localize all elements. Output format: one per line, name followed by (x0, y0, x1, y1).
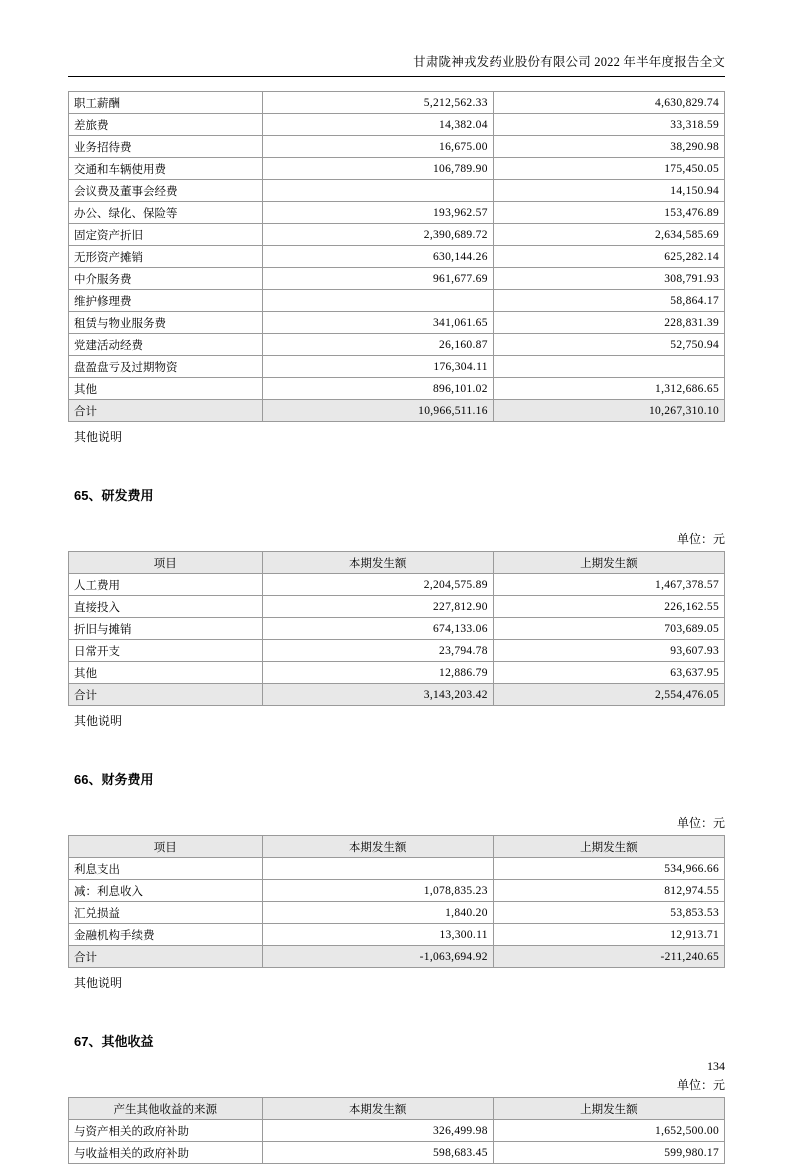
header-current: 本期发生额 (262, 836, 493, 858)
row-item: 人工费用 (69, 574, 263, 596)
row-current: 5,212,562.33 (262, 92, 493, 114)
row-current: 16,675.00 (262, 136, 493, 158)
row-item: 业务招待费 (69, 136, 263, 158)
table-row (69, 114, 725, 136)
header-title: 甘肃陇神戎发药业股份有限公司 2022 年半年度报告全文 (413, 55, 725, 69)
table-row (69, 880, 725, 902)
row-current: 2,204,575.89 (262, 574, 493, 596)
table-row (69, 378, 725, 400)
row-item: 交通和车辆使用费 (69, 158, 263, 180)
row-item: 其他 (69, 378, 263, 400)
unit-label-67: 单位：元 (676, 1078, 725, 1092)
row-item: 办公、绿化、保险等 (69, 202, 263, 224)
table-row (69, 246, 725, 268)
unit-label-65: 单位：元 (676, 532, 725, 546)
table-row (69, 1142, 725, 1164)
row-previous: 625,282.14 (493, 246, 724, 268)
section-67-title: 67、其他收益 (74, 1034, 154, 1049)
table-row (69, 662, 725, 684)
row-previous: 58,864.17 (493, 290, 724, 312)
row-current: 13,300.11 (262, 924, 493, 946)
row-item: 租赁与物业服务费 (69, 312, 263, 334)
table-row (69, 268, 725, 290)
row-previous: 10,267,310.10 (493, 400, 724, 422)
table-row (69, 574, 725, 596)
table-row (69, 924, 725, 946)
row-current: 14,382.04 (262, 114, 493, 136)
row-current (262, 290, 493, 312)
row-item: 无形资产摊销 (69, 246, 263, 268)
row-previous: -211,240.65 (493, 946, 724, 968)
row-item: 合计 (69, 684, 263, 706)
table-row (69, 136, 725, 158)
row-current: 341,061.65 (262, 312, 493, 334)
table-row (69, 858, 725, 880)
row-previous: 53,853.53 (493, 902, 724, 924)
row-item: 固定资产折旧 (69, 224, 263, 246)
row-previous: 1,312,686.65 (493, 378, 724, 400)
table-row (69, 356, 725, 378)
row-previous: 12,913.71 (493, 924, 724, 946)
section-65-block (68, 485, 725, 729)
row-previous: 52,750.94 (493, 334, 724, 356)
row-item: 中介服务费 (69, 268, 263, 290)
header-divider (68, 76, 725, 77)
row-item: 与资产相关的政府补助 (69, 1120, 263, 1142)
table-row-total (69, 946, 725, 968)
header-item: 项目 (69, 836, 263, 858)
table-row (69, 180, 725, 202)
row-current: 2,390,689.72 (262, 224, 493, 246)
row-current: 106,789.90 (262, 158, 493, 180)
row-previous: 175,450.05 (493, 158, 724, 180)
row-current: 674,133.06 (262, 618, 493, 640)
page-header (68, 0, 725, 70)
table-row (69, 290, 725, 312)
row-item: 合计 (69, 946, 263, 968)
section-66-block (68, 769, 725, 991)
table-row (69, 312, 725, 334)
row-previous: 2,554,476.05 (493, 684, 724, 706)
table-row (69, 92, 725, 114)
header-source: 产生其他收益的来源 (69, 1098, 263, 1120)
row-current: 326,499.98 (262, 1120, 493, 1142)
other-note-admin: 其他说明 (74, 430, 123, 444)
row-current: -1,063,694.92 (262, 946, 493, 968)
finance-expense-table (68, 835, 725, 968)
row-current: 598,683.45 (262, 1142, 493, 1164)
header-previous: 上期发生额 (493, 1098, 724, 1120)
other-note-66: 其他说明 (74, 976, 123, 990)
admin-expense-table-block (68, 91, 725, 445)
row-current: 630,144.26 (262, 246, 493, 268)
row-previous: 63,637.95 (493, 662, 724, 684)
row-item: 日常开支 (69, 640, 263, 662)
row-previous: 1,467,378.57 (493, 574, 724, 596)
table-header-row (69, 836, 725, 858)
admin-expense-table (68, 91, 725, 422)
row-item: 金融机构手续费 (69, 924, 263, 946)
row-previous (493, 356, 724, 378)
row-current: 176,304.11 (262, 356, 493, 378)
row-previous: 38,290.98 (493, 136, 724, 158)
table-row (69, 640, 725, 662)
row-current: 961,677.69 (262, 268, 493, 290)
row-item: 直接投入 (69, 596, 263, 618)
row-item: 利息支出 (69, 858, 263, 880)
header-current: 本期发生额 (262, 552, 493, 574)
row-item: 维护修理费 (69, 290, 263, 312)
section-65-title: 65、研发费用 (74, 488, 154, 503)
section-67-block (68, 1031, 725, 1164)
row-previous: 93,607.93 (493, 640, 724, 662)
row-current: 12,886.79 (262, 662, 493, 684)
row-item: 折旧与摊销 (69, 618, 263, 640)
row-previous: 153,476.89 (493, 202, 724, 224)
table-row-total (69, 684, 725, 706)
row-previous: 4,630,829.74 (493, 92, 724, 114)
table-row (69, 158, 725, 180)
page-number: 134 (707, 1059, 725, 1073)
row-item: 减：利息收入 (69, 880, 263, 902)
header-item: 项目 (69, 552, 263, 574)
table-row (69, 902, 725, 924)
row-current: 3,143,203.42 (262, 684, 493, 706)
table-row (69, 596, 725, 618)
table-row-total (69, 400, 725, 422)
rd-expense-table (68, 551, 725, 706)
table-row (69, 334, 725, 356)
row-item: 差旅费 (69, 114, 263, 136)
row-item: 其他 (69, 662, 263, 684)
table-row (69, 618, 725, 640)
row-current: 23,794.78 (262, 640, 493, 662)
row-previous: 33,318.59 (493, 114, 724, 136)
section-66-title: 66、财务费用 (74, 772, 154, 787)
table-header-row (69, 552, 725, 574)
row-current: 1,078,835.23 (262, 880, 493, 902)
table-row (69, 224, 725, 246)
row-previous: 2,634,585.69 (493, 224, 724, 246)
other-note-65: 其他说明 (74, 714, 123, 728)
table-row (69, 202, 725, 224)
row-item: 职工薪酬 (69, 92, 263, 114)
row-item: 会议费及董事会经费 (69, 180, 263, 202)
other-income-table (68, 1097, 725, 1164)
admin-expense-body (69, 92, 725, 422)
row-item: 汇兑损益 (69, 902, 263, 924)
row-current: 896,101.02 (262, 378, 493, 400)
row-previous: 226,162.55 (493, 596, 724, 618)
row-current (262, 858, 493, 880)
unit-label-66: 单位：元 (676, 816, 725, 830)
header-previous: 上期发生额 (493, 836, 724, 858)
row-item: 盘盈盘亏及过期物资 (69, 356, 263, 378)
row-previous: 308,791.93 (493, 268, 724, 290)
row-item: 与收益相关的政府补助 (69, 1142, 263, 1164)
row-previous: 14,150.94 (493, 180, 724, 202)
row-previous: 228,831.39 (493, 312, 724, 334)
header-current: 本期发生额 (262, 1098, 493, 1120)
row-current (262, 180, 493, 202)
row-item: 党建活动经费 (69, 334, 263, 356)
table-header-row (69, 1098, 725, 1120)
row-current: 193,962.57 (262, 202, 493, 224)
row-previous: 534,966.66 (493, 858, 724, 880)
header-previous: 上期发生额 (493, 552, 724, 574)
row-current: 10,966,511.16 (262, 400, 493, 422)
row-item: 合计 (69, 400, 263, 422)
row-previous: 812,974.55 (493, 880, 724, 902)
row-previous: 1,652,500.00 (493, 1120, 724, 1142)
row-previous: 599,980.17 (493, 1142, 724, 1164)
row-current: 26,160.87 (262, 334, 493, 356)
table-row (69, 1120, 725, 1142)
row-current: 227,812.90 (262, 596, 493, 618)
row-previous: 703,689.05 (493, 618, 724, 640)
row-current: 1,840.20 (262, 902, 493, 924)
